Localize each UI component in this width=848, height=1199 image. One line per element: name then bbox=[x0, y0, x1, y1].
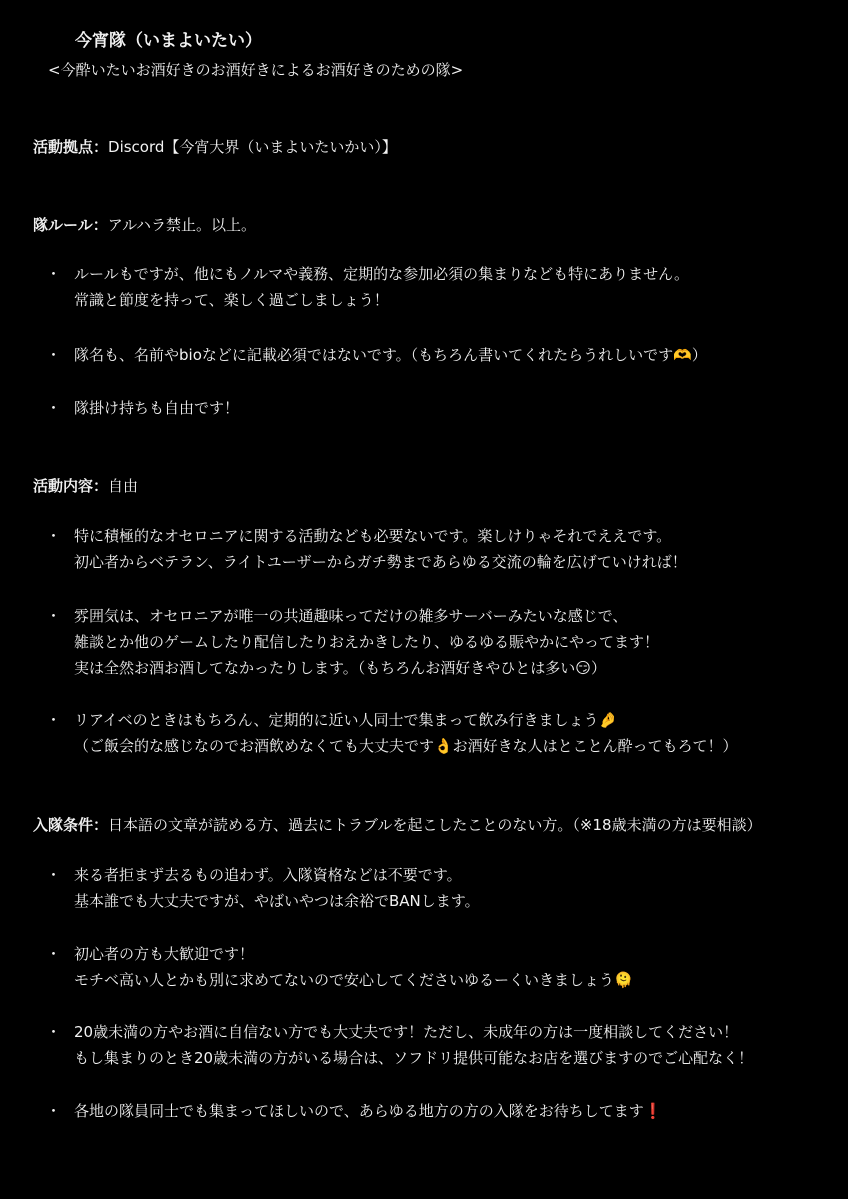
list-item-line: 初心者からベテラン、ライトユーザーからガチ勢まであらゆる交流の輪を広げていければ！ bbox=[74, 553, 687, 571]
list-item-line: 20歳未満の方やお酒に自信ない方でも大丈夫です！ただし、未成年の方は一度相談してください！ bbox=[74, 1023, 739, 1041]
section-join bbox=[33, 814, 762, 835]
list-item-line: 特に積極的なオセロニアに関する活動なども必要ないです。楽しけりゃそれでええです。 bbox=[74, 527, 672, 545]
section-label: 入隊条件： bbox=[33, 816, 109, 834]
list-item-line: 雑談とか他のゲームしたり配信したりおえかきしたり、ゆるゆる賑やかにやってます！ bbox=[74, 633, 660, 651]
page-title: 今宵隊（いまよいたい） bbox=[75, 31, 262, 51]
list-item-line: リアイベのときはもちろん、定期的に近い人同士で集まって飲み行きましょう🤌 bbox=[74, 711, 618, 729]
page-subtitle: <今酔いたいお酒好きのお酒好きによるお酒好きのための隊> bbox=[48, 61, 464, 79]
section-value: 日本語の文章が読める方、過去にトラブルを起こしたことのない方。（※18歳未満の方は要相談） bbox=[108, 816, 762, 834]
bullet-dot: ・ bbox=[46, 1023, 62, 1041]
list-item-line: 基本誰でも大丈夫ですが、やばいやつは余裕でBANします。 bbox=[74, 892, 480, 910]
bullet-dot: ・ bbox=[46, 1102, 62, 1120]
list-item-line: もし集まりのとき20歳未満の方がいる場合は、ソフドリ提供可能なお店を選びますのでご心配なく！ bbox=[74, 1049, 754, 1067]
section-label: 活動拠点： bbox=[33, 138, 109, 156]
bullet-dot: ・ bbox=[46, 265, 62, 283]
list-item-line: ルールもですが、他にもノルマや義務、定期的な参加必須の集まりなども特にありません。 bbox=[74, 265, 690, 283]
section-rules bbox=[33, 214, 256, 235]
section-value: Discord【今宵大界（いまよいたいかい）】 bbox=[108, 138, 397, 156]
section-value: 自由 bbox=[108, 477, 139, 495]
section-label: 隊ルール： bbox=[33, 216, 108, 234]
bullet-dot: ・ bbox=[46, 527, 62, 545]
list-item-line: 実は全然お酒お酒してなかったりします。（もちろんお酒好きやひとは多い😏） bbox=[74, 659, 606, 677]
bullet-dot: ・ bbox=[46, 945, 62, 963]
list-item-line: 雰囲気は、オセロニアが唯一の共通趣味ってだけの雑多サーバーみたいな感じで、 bbox=[74, 607, 628, 625]
bullet-dot: ・ bbox=[46, 607, 62, 625]
list-item-line: モチベ高い人とかも別に求めてないので安心してくださいゆるーくいきましょう🫠 bbox=[74, 971, 633, 989]
bullet-dot: ・ bbox=[46, 399, 62, 417]
list-item-line: 各地の隊員同士でも集まってほしいので、あらゆる地方の方の入隊をお待ちしてます❗ bbox=[74, 1102, 663, 1120]
bullet-dot: ・ bbox=[46, 711, 62, 729]
bullet-dot: ・ bbox=[46, 866, 62, 884]
section-value: アルハラ禁止。以上。 bbox=[107, 216, 257, 234]
list-item-line: 隊掛け持ちも自由です！ bbox=[74, 399, 240, 417]
list-item-line: 隊名も、名前やbioなどに記載必須ではないです。（もちろん書いてくれたらうれしいです🫶） bbox=[74, 346, 707, 364]
section-label: 活動内容： bbox=[33, 477, 109, 495]
section-activity bbox=[33, 475, 138, 496]
bullet-dot: ・ bbox=[46, 346, 62, 364]
list-item-line: （ご飯会的な感じなのでお酒飲めなくても大丈夫です👌お酒好きな人はとことん酔ってもろて！） bbox=[74, 737, 738, 755]
list-item-line: 来る者拒まず去るもの追わず。入隊資格などは不要です。 bbox=[74, 866, 462, 884]
list-item-line: 初心者の方も大歓迎です！ bbox=[74, 945, 255, 963]
section-base bbox=[33, 136, 397, 157]
list-item-line: 常識と節度を持って、楽しく過ごしましょう！ bbox=[74, 291, 389, 309]
